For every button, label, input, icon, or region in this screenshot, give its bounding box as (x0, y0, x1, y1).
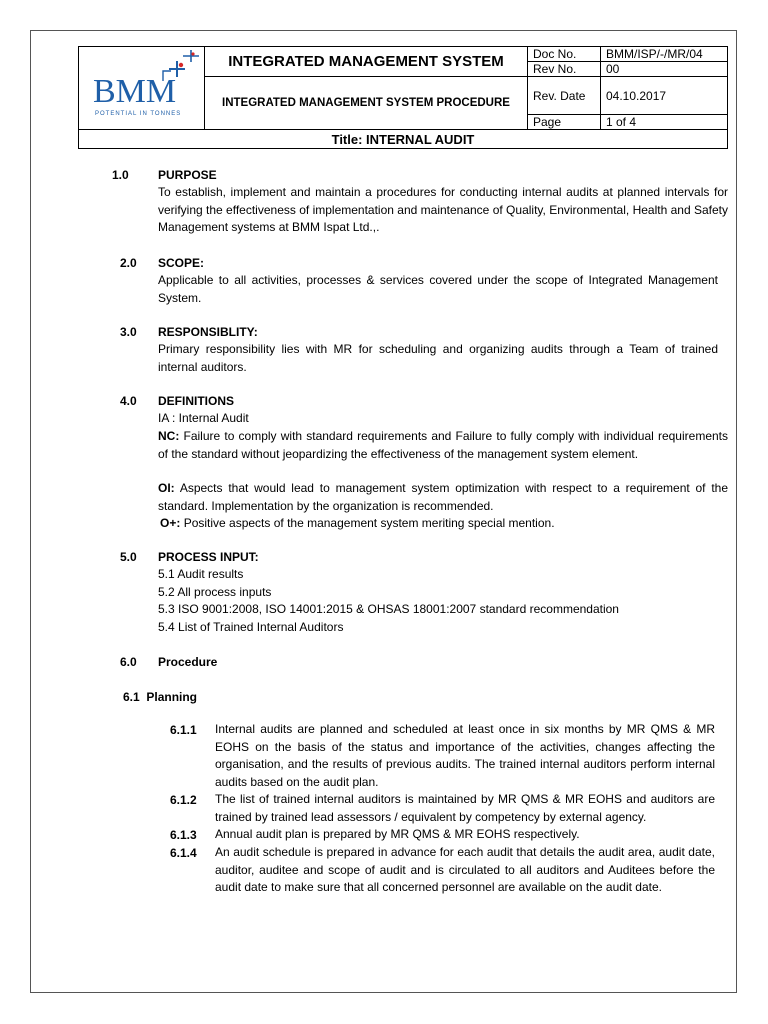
definition-key: OI: (158, 481, 175, 495)
list-item: 5.3 ISO 9001:2008, ISO 14001:2015 & OHSAS 18001:2007 standard recommendation (158, 602, 619, 616)
list-item: 5.2 All process inputs (158, 585, 272, 599)
list-item: 5.1 Audit results (158, 567, 244, 581)
definition-ia: IA : Internal Audit (158, 411, 249, 425)
section-number: 1.0 (112, 168, 129, 182)
clause-number: 6.1.2 (170, 793, 197, 807)
section-heading: PROCESS INPUT: (158, 550, 259, 564)
section-heading: Procedure (158, 655, 218, 669)
meta-label: Rev. Date (528, 77, 601, 115)
section-number: 3.0 (120, 325, 137, 339)
section-number: 5.0 (120, 550, 137, 564)
clause-number: 6.1.3 (170, 828, 197, 842)
meta-value: 1 of 4 (601, 115, 728, 130)
meta-value: 04.10.2017 (601, 77, 728, 115)
logo-tagline: POTENTIAL IN TONNES (95, 111, 182, 117)
document-header (78, 46, 728, 149)
meta-value: BMM/ISP/-/MR/04 (601, 47, 728, 62)
subsection-heading: 6.1 Planning (123, 690, 198, 704)
definition-oi (158, 480, 728, 515)
list-item: 5.4 List of Trained Internal Auditors (158, 620, 344, 634)
definition-o-plus (160, 515, 555, 533)
purpose-text: To establish, implement and maintain a procedures for conducting internal audits at planned intervals for verifying the effectiveness of implementation and maintenance of Quality, Environmental, Health and Safety Management systems at BMM Ispat Ltd.,. (158, 185, 728, 234)
clause-number: 6.1.1 (170, 723, 197, 737)
section-heading: RESPONSIBLITY: (158, 325, 258, 339)
section-number: 6.0 (120, 655, 137, 669)
definition-text: Aspects that would lead to management system optimization with respect to a requirement of the standard. Implementation by the organization is recommended. (158, 481, 729, 513)
meta-label: Page (528, 115, 601, 130)
definition-key: O+: (160, 516, 181, 530)
section-heading: SCOPE: (158, 256, 205, 270)
clause-text: The list of trained internal auditors is maintained by MR QMS & MR EOHS and auditors are trained by trained lead assessors / equivalent by competency by external agency. (215, 792, 715, 824)
definition-key: NC: (158, 429, 180, 443)
definition-text: Failure to comply with standard requirements and Failure to fully comply with individual requirements of the standard without jeopardizing the effectiveness of the management system element. (158, 429, 728, 461)
scope-text: Applicable to all activities, processes & services covered under the scope of Integrated Management System. (158, 273, 718, 305)
clause-text: An audit schedule is prepared in advance for each audit that details the audit area, audit date, auditor, auditee and scope of audit and is circulated to all auditors and Auditees before the audit date to make sure that all concerned personnel are available on the audit date. (215, 845, 715, 894)
responsibility-text: Primary responsibility lies with MR for scheduling and organizing audits through a Team of trained internal auditors. (158, 342, 718, 374)
section-number: 2.0 (120, 256, 137, 270)
meta-label: Doc No. (528, 47, 601, 62)
section-heading: DEFINITIONS (158, 394, 235, 408)
definition-nc (158, 428, 728, 463)
clause-number: 6.1.4 (170, 846, 197, 860)
document-title: Title: INTERNAL AUDIT (79, 130, 728, 149)
clause-text: Internal audits are planned and scheduled at least once in six months by MR QMS & MR EOHS on the basis of the status and importance of the activities, changes affecting the organisation, and the results of previous audits. The trained internal auditors perform internal audits based on the audit plan. (215, 722, 715, 789)
system-title: INTEGRATED MANAGEMENT SYSTEM (205, 47, 528, 77)
procedure-title: INTEGRATED MANAGEMENT SYSTEM PROCEDURE (205, 77, 528, 130)
meta-label: Rev No. (528, 62, 601, 77)
logo-text: BMM (93, 73, 177, 110)
definition-text: Positive aspects of the management system meriting special mention. (183, 516, 555, 530)
section-heading: PURPOSE (158, 168, 217, 182)
logo-cell (79, 47, 205, 130)
company-logo (79, 47, 204, 129)
meta-value: 00 (601, 62, 728, 77)
clause-text: Annual audit plan is prepared by MR QMS & MR EOHS respectively. (215, 827, 580, 841)
section-number: 4.0 (120, 394, 137, 408)
